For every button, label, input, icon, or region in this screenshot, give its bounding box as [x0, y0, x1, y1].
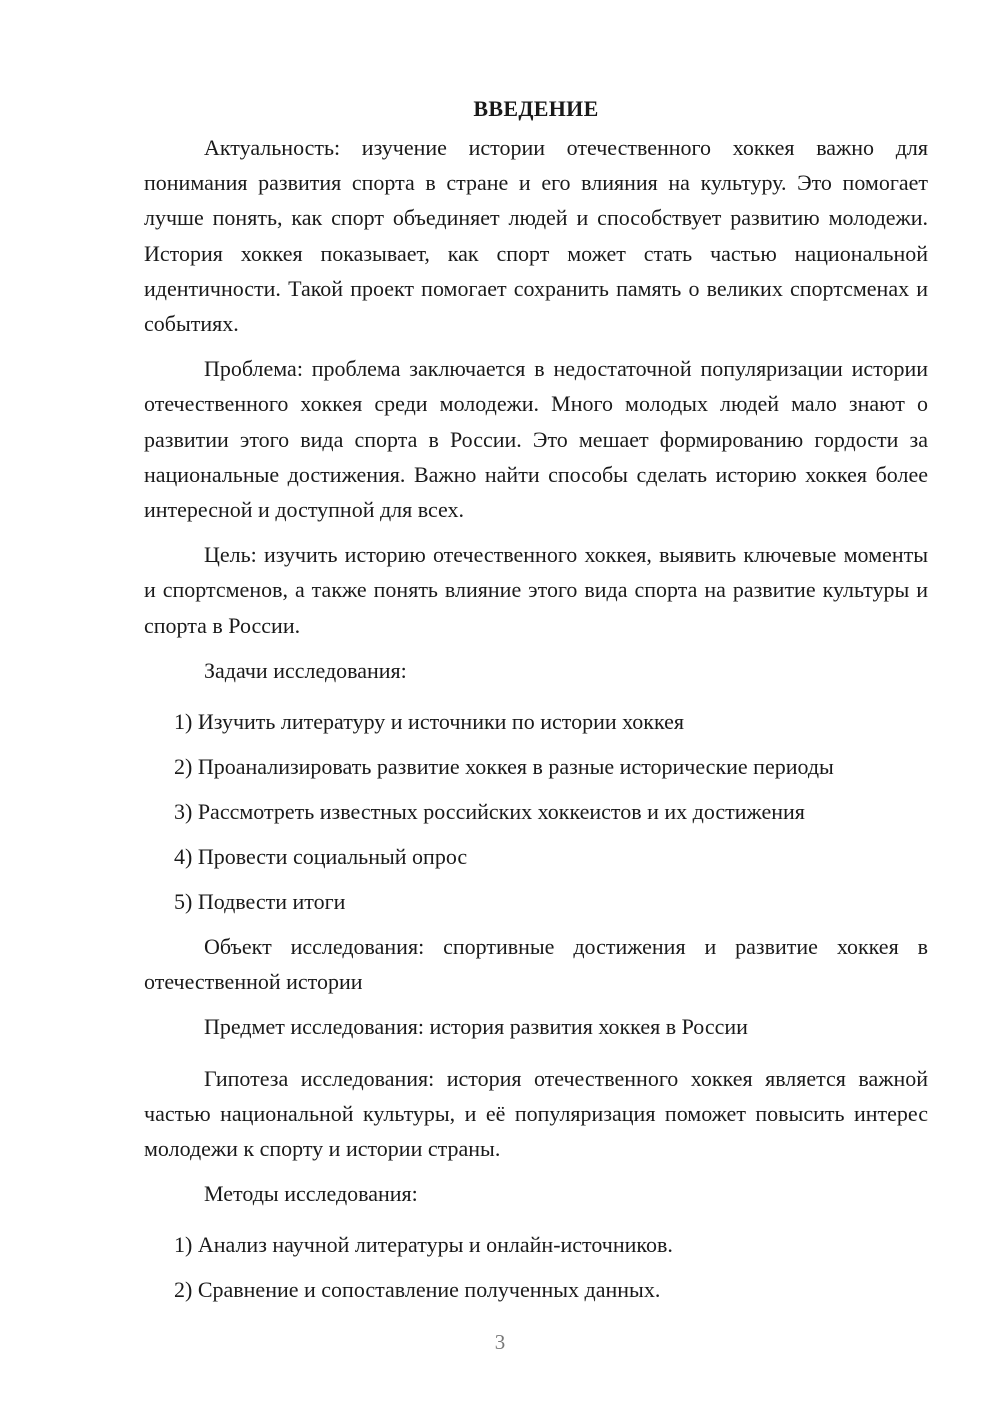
page-title: ВВЕДЕНИЕ — [473, 96, 599, 121]
page-number: 3 — [494, 1330, 506, 1354]
task-item-3: 3) Рассмотреть известных российских хоккеистов и их достижения — [174, 799, 805, 825]
relevance-paragraph: Актуальность: изучение истории отечественного хоккея важно для понимания развития спорта в стране и его влияния на культуру. Это помогает лучше понять, как спорт объединяет людей и способствует развитию молодежи. История хоккея показывает, как спорт может стать частью национальной идентичности. Такой проект помогает сохранить память о великих спортсменах и событиях. — [144, 135, 928, 337]
task-item-5: 5) Подвести итоги — [174, 889, 346, 915]
document-page — [144, 92, 928, 1317]
subject-paragraph: Предмет исследования: история развития хоккея в России — [204, 1014, 748, 1040]
method-item-1: 1) Анализ научной литературы и онлайн-источников. — [174, 1232, 673, 1258]
problem-paragraph: Проблема: проблема заключается в недостаточной популяризации истории отечественного хоккея среди молодежи. Много молодых людей мало знают о развитии этого вида спорта в России. Это мешает формированию гордости за национальные достижения. Важно найти способы сделать историю хоккея более интересной и доступной для всех. — [144, 356, 928, 523]
goal-paragraph: Цель: изучить историю отечественного хоккея, выявить ключевые моменты и спортсменов, а также понять влияние этого вида спорта на развитие культуры и спорта в России. — [144, 542, 928, 638]
hypothesis-paragraph: Гипотеза исследования: история отечественного хоккея является важной частью национальной культуры, и её популяризация поможет повысить интерес молодежи к спорту и истории страны. — [144, 1065, 928, 1162]
tasks-heading: Задачи исследования: — [204, 657, 407, 683]
methods-heading: Методы исследования: — [204, 1181, 418, 1207]
object-paragraph: Объект исследования: спортивные достижения и развитие хоккея в отечественной истории — [144, 934, 928, 995]
task-item-4: 4) Провести социальный опрос — [174, 844, 468, 870]
task-item-1: 1) Изучить литературу и источники по истории хоккея — [174, 709, 684, 735]
task-item-2: 2) Проанализировать развитие хоккея в разные исторические периоды — [174, 754, 834, 780]
method-item-2: 2) Сравнение и сопоставление полученных данных. — [174, 1277, 661, 1303]
